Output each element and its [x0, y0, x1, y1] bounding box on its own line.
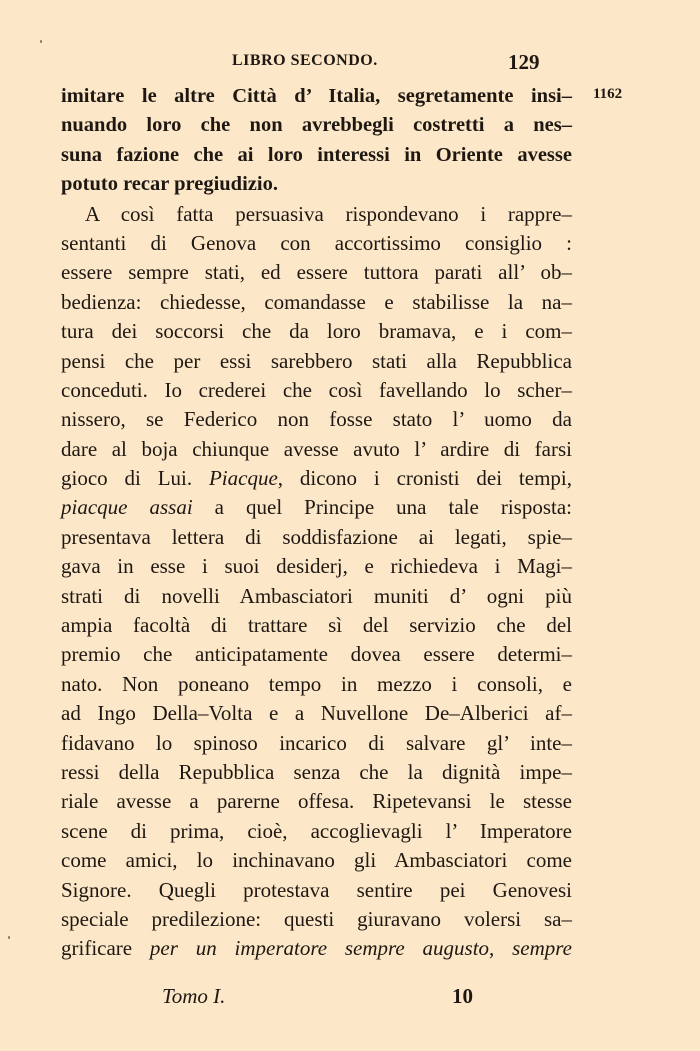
text-span: speciale predilezione: questi giuravano volersi sa– — [61, 906, 572, 931]
text-line — [61, 817, 572, 846]
text-line — [61, 317, 572, 346]
text-span: nissero, se Federico non fosse stato l’ uomo da — [61, 407, 572, 432]
text-line — [61, 347, 572, 376]
text-line — [61, 934, 572, 963]
text-line — [61, 141, 572, 170]
text-span: scene di prima, cioè, accoglievagli l’ Imperatore — [61, 818, 572, 843]
text-span: imitare le altre Città d’ Italia, segretamente insi– — [61, 85, 572, 107]
italic-span: per un imperatore sempre augusto, sempre — [149, 936, 572, 961]
text-span: suna fazione che ai loro interessi in Oriente avesse — [61, 143, 572, 166]
text-span: nato. Non poneano tempo in mezzo i consoli, e — [61, 671, 572, 696]
text-span: A così fatta persuasiva rispondevano i rappre– — [85, 201, 572, 226]
text-line — [61, 435, 572, 464]
text-line — [61, 846, 572, 875]
text-span: Signore. Quegli protestava sentire pei Genovesi — [61, 877, 572, 902]
page-footer — [0, 984, 700, 1012]
text-line — [61, 699, 572, 728]
italic-span: Piacque — [208, 466, 278, 491]
text-line — [61, 464, 572, 493]
text-line — [61, 229, 572, 258]
text-span: essere sempre stati, ed essere tuttora parati all’ ob– — [61, 260, 572, 285]
text-line — [61, 523, 572, 552]
running-head: LIBRO SECONDO. — [232, 52, 378, 69]
signature-mark: 10 — [452, 984, 473, 1008]
text-span: fidavano lo spinoso incarico di salvare gl’ inte– — [61, 730, 572, 755]
text-line — [61, 729, 572, 758]
text-line — [61, 640, 572, 669]
text-line — [61, 376, 572, 405]
text-line — [61, 111, 572, 140]
text-span: pensi che per essi sarebbero stati alla Repubblica — [61, 348, 572, 373]
text-line — [61, 582, 572, 611]
text-span: riale avesse a parerne offesa. Ripetevansi le stesse — [61, 789, 572, 814]
text-line — [61, 905, 572, 934]
text-line — [61, 611, 572, 640]
text-span: come amici, lo inchinavano gli Ambasciatori come — [61, 848, 572, 873]
text-line — [61, 200, 572, 229]
text-span: a quel Principe una tale risposta: — [192, 495, 572, 520]
text-span: gioco di Lui. — [61, 466, 209, 491]
text-line — [61, 405, 572, 434]
text-span: conceduti. Io crederei che così favellando lo scher– — [61, 377, 572, 402]
text-span: presentava lettera di soddisfazione ai legati, spie– — [61, 524, 572, 549]
margin-year-note: 1162 — [593, 86, 623, 102]
text-line — [61, 493, 572, 522]
paper-speck — [40, 40, 42, 43]
text-line — [61, 670, 572, 699]
text-line — [61, 552, 572, 581]
text-span: grificare — [61, 936, 150, 961]
page-number: 129 — [508, 50, 540, 74]
text-span: premio che anticipatamente dovea essere determi– — [61, 642, 572, 667]
text-span: tura dei soccorsi che da loro bramava, e i com– — [61, 319, 572, 344]
text-span: gava in esse i suoi desiderj, e richiedeva i Magi– — [61, 554, 572, 579]
text-span: bedienza: chiedesse, comandasse e stabilisse la na– — [61, 289, 572, 314]
text-line — [61, 876, 572, 905]
text-line — [61, 758, 572, 787]
text-span: sentanti di Genova con accortissimo consiglio : — [61, 230, 572, 255]
text-line — [61, 288, 572, 317]
text-span: strati di novelli Ambasciatori muniti d’ ogni più — [61, 583, 572, 608]
text-span: ad Ingo Della–Volta e a Nuvellone De–Alberici af– — [61, 701, 572, 726]
text-line — [61, 258, 572, 287]
text-span: , dicono i cronisti dei tempi, — [277, 466, 572, 491]
text-span: ressi della Repubblica senza che la dignità impe– — [61, 759, 572, 784]
volume-label: Tomo I. — [162, 984, 226, 1008]
text-span: nuando loro che non avrebbegli costretti a nes– — [61, 114, 572, 137]
text-span: potuto recar pregiudizio. — [61, 173, 278, 196]
body-text — [61, 82, 572, 964]
paper-speck — [8, 936, 10, 939]
text-span: ampia facoltà di trattare sì del servizio che del — [61, 613, 572, 638]
italic-span: piacque assai — [61, 495, 193, 520]
page-header — [0, 52, 700, 76]
text-line — [61, 787, 572, 816]
text-line — [61, 82, 572, 111]
text-line — [61, 170, 572, 199]
text-span: dare al boja chiunque avesse avuto l’ ardire di farsi — [61, 436, 572, 461]
